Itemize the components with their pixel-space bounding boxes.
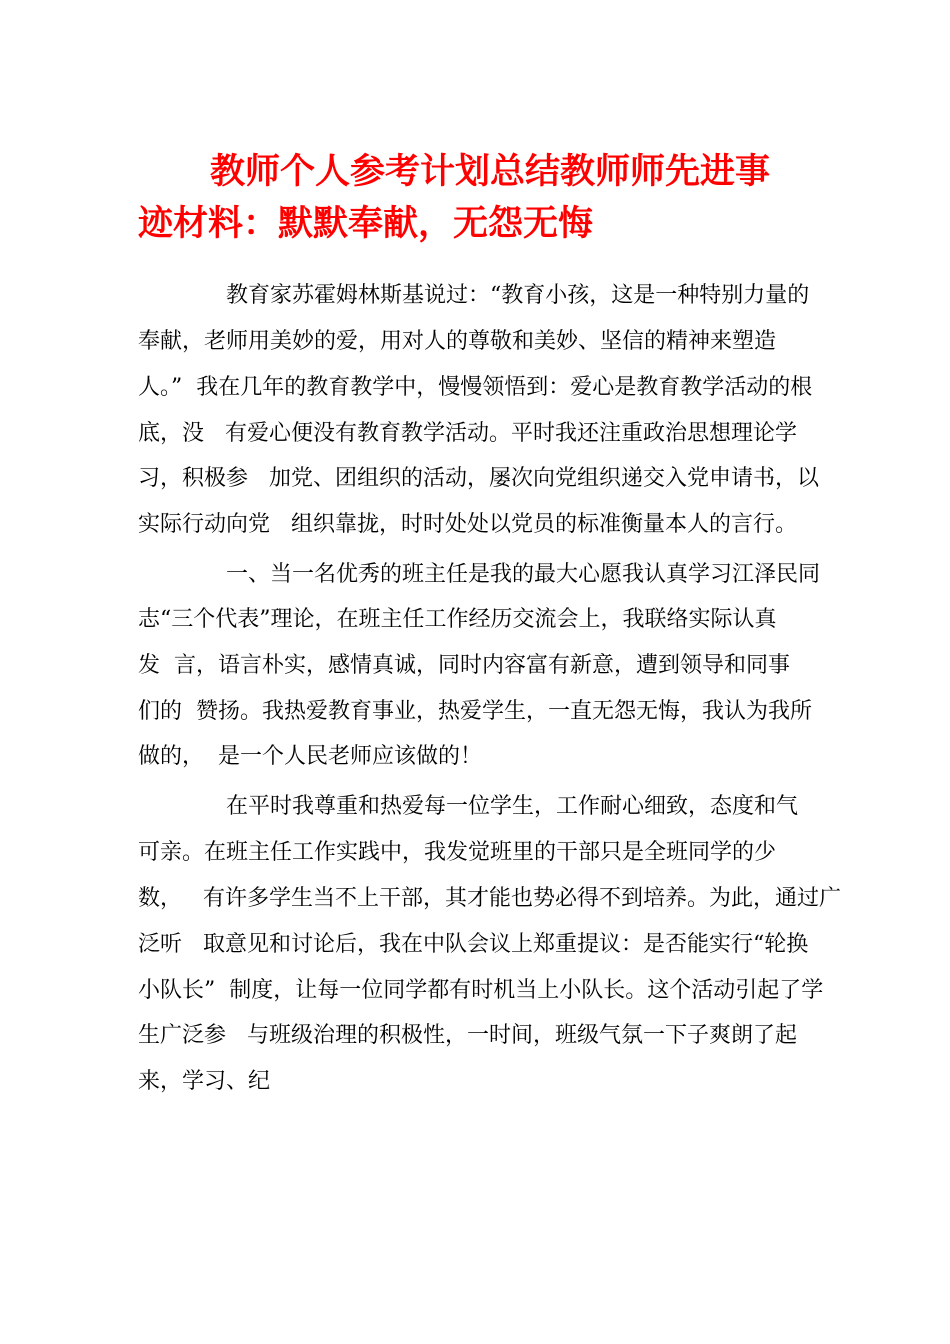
paragraph-1-line-5: 习，积极参 加党、团组织的活动，屡次向党组织递交入党申请书，以 [138, 466, 819, 491]
paragraph-1-line-2: 奉献，老师用美妙的爱，用对人的尊敬和美妙、坚信的精神来塑造 [138, 329, 777, 354]
paragraph-3-line-1: 在平时我尊重和热爱每一位学生，工作耐心细致，态度和气 [226, 794, 799, 819]
paragraph-2-line-4: 们的 赞扬。我热爱教育事业，热爱学生，一直无怨无悔，我认为我所 [138, 699, 812, 724]
document-title-line-1: 教师个人参考计划总结教师师先进事 [210, 152, 771, 192]
paragraph-3-line-5: 小队长” 制度，让每一位同学都有时机当上小队长。这个活动引起了学 [138, 978, 824, 1003]
paragraph-1-line-3: 人。” 我在几年的教育教学中，慢慢领悟到：爱心是教育教学活动的根 [138, 375, 813, 400]
paragraph-3-line-6: 生广泛参 与班级治理的积极性，一时间，班级气氛一下子爽朗了起 [138, 1023, 797, 1048]
paragraph-1-line-4: 底，没 有爱心便没有教育教学活动。平时我还注重政治思想理论学 [138, 421, 797, 446]
paragraph-2-line-2: 志“三个代表”理论，在班主任工作经历交流会上，我联络实际认真 [138, 607, 777, 632]
paragraph-3-line-4: 泛听 取意见和讨论后，我在中队会议上郑重提议：是否能实行“轮换 [138, 932, 809, 957]
paragraph-2-line-1: 一、当一名优秀的班主任是我的最大心愿我认真学习江泽民同 [226, 562, 821, 587]
paragraph-1-line-1: 教育家苏霍姆林斯基说过：“教育小孩，这是一种特别力量的 [226, 283, 810, 308]
paragraph-3-line-2: 可亲。在班主任工作实践中，我发觉班里的干部只是全班同学的少 [138, 840, 777, 865]
paragraph-3-line-3: 数， 有许多学生当不上干部，其才能也势必得不到培养。为此，通过广 [138, 886, 841, 911]
paragraph-2-line-3: 发 言，语言朴实，感情真诚，同时内容富有新意，遭到领导和同事 [138, 653, 790, 678]
document-title-line-2: 迹材料：默默奉献，无怨无悔 [138, 204, 594, 244]
paragraph-3-line-7: 来，学习、纪 [138, 1069, 271, 1094]
paragraph-1-line-6: 实际行动向党 组织靠拢，时时处处以党员的标准衡量本人的言行。 [138, 512, 797, 537]
paragraph-2-line-5: 做的， 是一个人民老师应该做的！ [138, 744, 482, 769]
